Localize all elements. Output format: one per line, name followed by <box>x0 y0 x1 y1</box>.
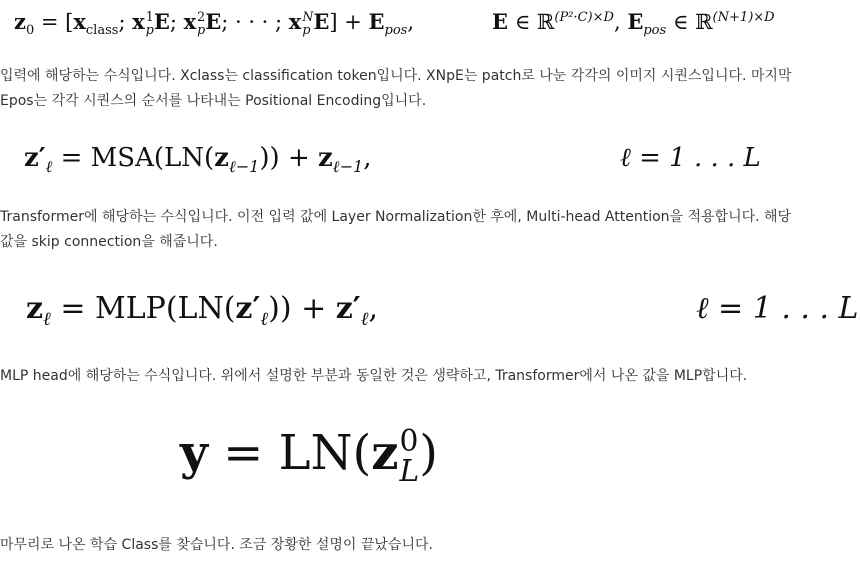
paragraph-embedding <box>0 64 860 114</box>
embedding-equation: $z_0 = [x_{class}$; x 1 p E; x 2 p E; · · · ; x N p $E] + E_{pos}$, <box>14 8 415 39</box>
paragraph-line: MLP head에 해당하는 수식입니다. 위에서 설명한 부분과 동일한 것은 생략하고, Transformer에서 나온 값을 MLP합니다. <box>0 368 748 384</box>
mlp-range: ℓ = 1 . . . L <box>696 291 859 326</box>
paragraph-line: 입력에 해당하는 수식입니다. Xclass는 classification token입니다. XNpE는 patch로 나눈 각각의 이미지 시퀀스입니다. 마지막 <box>0 68 792 84</box>
paragraph-line: Epos는 각각 시퀀스의 순서를 나타내는 Positional Encoding입니다. <box>0 93 427 109</box>
output-equation: y = LN(z 0 L ) <box>180 423 438 489</box>
paragraph-output <box>0 533 860 558</box>
paragraph-msa <box>0 205 860 255</box>
paragraph-line: 값을 skip connection을 해줍니다. <box>0 234 218 250</box>
paragraph-line: Transformer에 해당하는 수식입니다. 이전 입력 값에 Layer Normalization한 후에, Multi-head Attention을 적용합니다. 해당 <box>0 209 792 225</box>
embedding-dimensions: E ∈ ℝ$^{(P^2\cdot C)\times D}$, $E_{pos}$ ∈ ℝ$^{(N+1)\times D}$ <box>492 9 775 39</box>
paragraph-mlp <box>0 364 860 389</box>
mlp-equation: $z_\ell = MLP(LN(z'_\ell)) + z'_\ell$, <box>26 291 378 330</box>
msa-equation: $z'_\ell = MSA(LN(z_{\ell-1})) + z_{\ell-1}$, <box>24 143 372 177</box>
msa-range: ℓ = 1 . . . L <box>620 143 761 173</box>
paragraph-line: 마무리로 나온 학습 Class를 찾습니다. 조금 장황한 설명이 끝났습니다. <box>0 537 433 553</box>
